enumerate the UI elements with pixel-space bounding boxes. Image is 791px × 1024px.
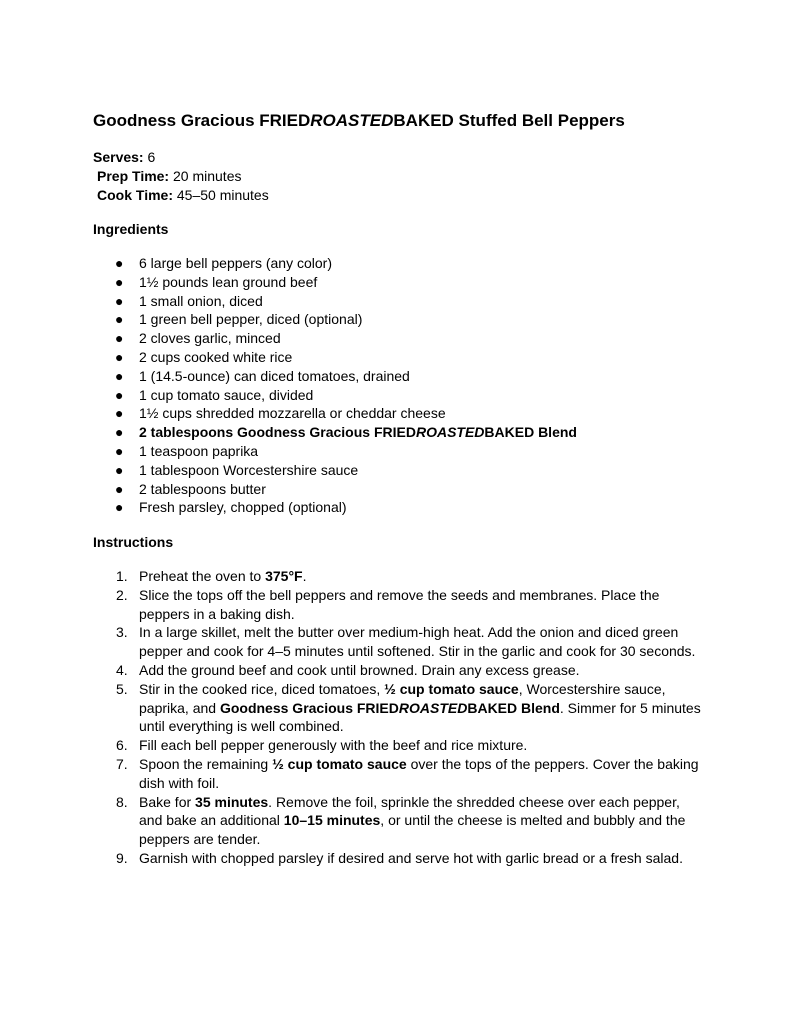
- instructions-heading: Instructions: [93, 534, 174, 550]
- instruction-step: [0, 680, 791, 736]
- list-item: [0, 273, 791, 292]
- instruction-step: [0, 661, 791, 680]
- step-text: . Simmer for 5 minutes until everything is well combined.: [139, 699, 701, 735]
- ingredient-text: 6 large bell peppers (any color): [139, 255, 332, 271]
- cook-time-value: 45–50 minutes: [172, 187, 269, 203]
- prep-time-line: [97, 167, 241, 186]
- instruction-step: [0, 586, 791, 624]
- title-part-3: BAKED Stuffed Bell Peppers: [393, 111, 625, 130]
- step-number: 4.: [116, 661, 128, 678]
- instruction-step: [0, 567, 791, 586]
- bullet-icon: ●: [115, 405, 124, 422]
- instruction-step: [0, 755, 791, 793]
- title-part-1: Goodness Gracious FRIED: [93, 111, 311, 130]
- bullet-icon: ●: [115, 330, 124, 347]
- title-part-2: ROASTED: [310, 111, 394, 130]
- instruction-step: [0, 793, 791, 849]
- step-number: 6.: [116, 737, 128, 754]
- bullet-icon: ●: [115, 348, 124, 365]
- ingredient-text: 1 (14.5-ounce) can diced tomatoes, drained: [139, 367, 410, 384]
- step-text: Spoon the remaining: [139, 755, 273, 772]
- bullet-icon: ●: [115, 255, 124, 271]
- bullet-icon: ●: [115, 367, 124, 384]
- instruction-step: [0, 849, 791, 868]
- blend-part-2: ROASTED: [415, 424, 485, 441]
- step-text: Stir in the cooked rice, diced tomatoes,: [139, 680, 385, 697]
- bullet-icon: ●: [115, 311, 124, 328]
- list-item: [0, 292, 791, 311]
- step-text: Garnish with chopped parsley if desired and serve hot with garlic bread or a fresh salad.: [139, 849, 683, 866]
- ingredient-text: 1½ cups shredded mozzarella or cheddar cheese: [139, 405, 446, 422]
- blend-part-1: 2 tablespoons Goodness Gracious FRIED: [139, 424, 416, 441]
- ingredient-text: Fresh parsley, chopped (optional): [139, 499, 347, 516]
- ingredient-text: 1½ pounds lean ground beef: [139, 273, 318, 290]
- ingredients-list: [0, 254, 791, 517]
- step-text: Goodness Gracious FRIED: [219, 699, 399, 716]
- ingredient-text: 1 cup tomato sauce, divided: [139, 386, 314, 403]
- list-item: [0, 310, 791, 329]
- step-text: 10–15 minutes: [283, 812, 381, 829]
- step-number: 5.: [116, 680, 128, 697]
- ingredient-text: 2 cloves garlic, minced: [139, 330, 281, 347]
- step-text: Bake for: [139, 793, 196, 810]
- step-text: ½ cup tomato sauce: [272, 755, 407, 772]
- list-item: [0, 442, 791, 461]
- instruction-step: [0, 623, 791, 661]
- step-text: .: [302, 568, 307, 584]
- step-text: ½ cup tomato sauce: [384, 680, 519, 697]
- bullet-icon: ●: [115, 480, 124, 497]
- step-text: 35 minutes: [195, 793, 269, 810]
- list-item: [0, 329, 791, 348]
- step-text: Slice the tops off the bell peppers and remove the seeds and membranes. Place the peppers in a baking dish.: [139, 586, 660, 622]
- ingredients-heading: Ingredients: [93, 221, 169, 237]
- list-item: [0, 498, 791, 517]
- serves-value: 6: [143, 149, 156, 165]
- bullet-icon: ●: [115, 292, 124, 309]
- list-item: [0, 386, 791, 405]
- step-text: Add the ground beef and cook until browned. Drain any excess grease.: [139, 661, 580, 678]
- step-number: 1.: [116, 568, 128, 584]
- instructions-list: [0, 567, 791, 868]
- list-item: [0, 348, 791, 367]
- ingredient-text: 1 green bell pepper, diced (optional): [139, 311, 363, 328]
- step-number: 3.: [116, 624, 128, 641]
- prep-time-label: Prep Time:: [97, 168, 170, 184]
- step-text: Preheat the oven to: [139, 568, 266, 584]
- step-text: ROASTED: [398, 699, 468, 716]
- ingredient-text: 1 teaspoon paprika: [139, 442, 259, 459]
- step-text: In a large skillet, melt the butter over medium-high heat. Add the onion and diced green pepper and cook for 4–5 minutes until softened. Stir in the garlic and cook for 30 seconds.: [139, 624, 696, 660]
- step-number: 2.: [116, 586, 128, 603]
- list-item: [0, 404, 791, 423]
- cook-time-label: Cook Time:: [97, 187, 173, 203]
- bullet-icon: ●: [115, 424, 124, 441]
- step-text: Fill each bell pepper generously with the beef and rice mixture.: [139, 737, 528, 754]
- bullet-icon: ●: [115, 273, 124, 290]
- recipe-title: [93, 110, 625, 132]
- step-text: over the tops of the peppers. Cover the baking dish with foil.: [139, 755, 699, 791]
- list-item: [0, 254, 791, 273]
- ingredient-text: 2 tablespoons butter: [139, 480, 266, 497]
- blend-part-3: BAKED Blend: [484, 424, 577, 441]
- step-text: , or until the cheese is melted and bubbly and the peppers are tender.: [139, 812, 686, 848]
- list-item: [0, 480, 791, 499]
- serves-line: [93, 148, 155, 167]
- step-text: , Worcestershire sauce, paprika, and: [139, 680, 666, 716]
- cook-time-line: [97, 186, 269, 205]
- step-number: 7.: [116, 755, 128, 772]
- ingredient-text: 1 small onion, diced: [139, 292, 263, 309]
- prep-time-value: 20 minutes: [169, 168, 242, 184]
- list-item-blend: [0, 423, 791, 442]
- list-item: [0, 461, 791, 480]
- bullet-icon: ●: [115, 461, 124, 478]
- step-text: . Remove the foil, sprinkle the shredded cheese over each pepper, and bake an additional: [139, 793, 680, 829]
- step-text: 375°F: [265, 568, 303, 584]
- step-number: 9.: [116, 849, 128, 866]
- bullet-icon: ●: [115, 386, 124, 403]
- step-text: BAKED Blend: [467, 699, 560, 716]
- step-number: 8.: [116, 793, 128, 810]
- ingredient-text: 1 tablespoon Worcestershire sauce: [139, 461, 359, 478]
- serves-label: Serves:: [93, 149, 144, 165]
- instruction-step: [0, 736, 791, 755]
- bullet-icon: ●: [115, 499, 124, 516]
- ingredient-text: 2 cups cooked white rice: [139, 348, 293, 365]
- bullet-icon: ●: [115, 442, 124, 459]
- list-item: [0, 367, 791, 386]
